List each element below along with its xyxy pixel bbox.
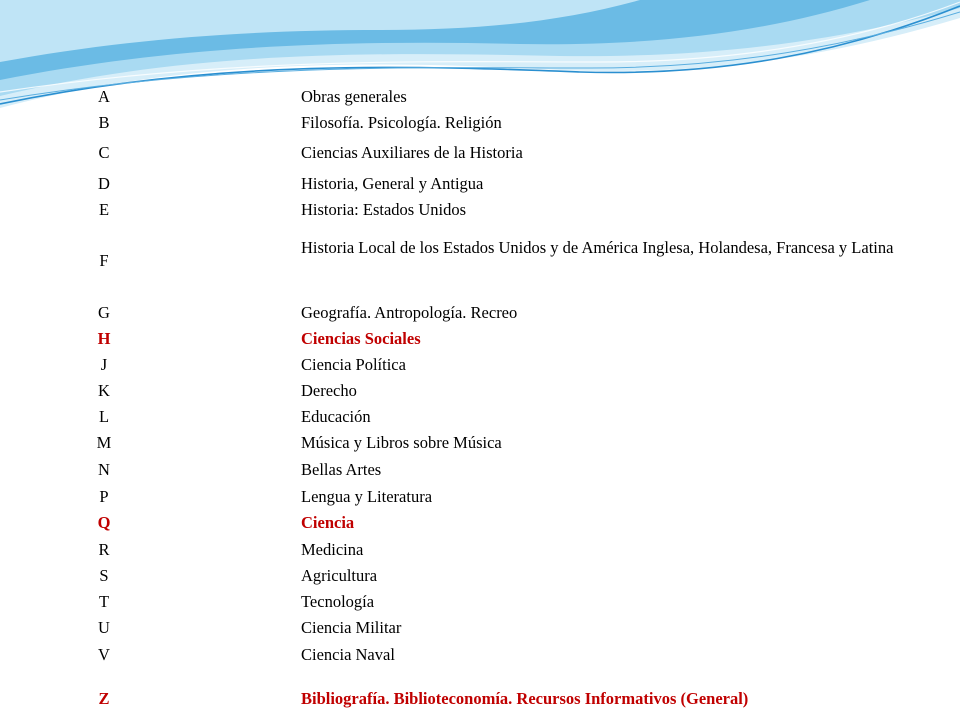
class-description: Derecho — [301, 381, 357, 400]
class-description: Ciencia Naval — [301, 645, 395, 664]
class-letter: P — [99, 487, 109, 506]
class-description: Filosofía. Psicología. Religión — [301, 113, 502, 132]
class-letter: A — [98, 87, 110, 106]
class-letter: T — [98, 592, 110, 611]
class-letter: U — [98, 618, 110, 637]
table-row — [0, 642, 960, 668]
table-row — [0, 235, 960, 287]
table-row — [0, 404, 960, 430]
table-row — [0, 378, 960, 404]
table-row — [0, 140, 960, 166]
class-letter: F — [99, 251, 109, 270]
class-letter: K — [98, 381, 110, 400]
class-description: Historia, General y Antigua — [301, 174, 484, 193]
table-row — [0, 484, 960, 510]
class-description: Tecnología — [301, 592, 375, 611]
class-description: Agricultura — [301, 566, 378, 585]
table-row — [0, 686, 960, 712]
class-description: Ciencia Política — [301, 355, 406, 374]
table-row — [0, 589, 960, 615]
table-row — [0, 110, 960, 136]
table-row — [0, 326, 960, 352]
class-letter: J — [100, 355, 108, 374]
table-row — [0, 563, 960, 589]
table-row — [0, 510, 960, 536]
class-description: Educación — [301, 407, 371, 426]
class-letter: D — [98, 174, 110, 193]
class-description: Ciencias Auxiliares de la Historia — [301, 143, 523, 162]
class-description: Historia: Estados Unidos — [301, 200, 466, 219]
class-description: Ciencias Sociales — [301, 329, 421, 348]
table-row — [0, 352, 960, 378]
class-letter: G — [98, 303, 110, 322]
class-letter: M — [96, 433, 112, 452]
table-row — [0, 457, 960, 483]
class-letter: S — [99, 566, 109, 585]
class-letter: V — [98, 645, 110, 664]
table-row — [0, 197, 960, 223]
class-description: Obras generales — [301, 87, 407, 106]
table-row — [0, 537, 960, 563]
class-letter: Q — [97, 513, 111, 532]
class-description: Bibliografía. Biblioteconomía. Recursos Informativos (General) — [301, 689, 749, 708]
class-description: Historia Local de los Estados Unidos y de América Inglesa, Holandesa, Francesa y Latina — [301, 238, 894, 257]
class-description: Medicina — [301, 540, 364, 559]
table-row — [0, 300, 960, 326]
class-letter: Z — [98, 689, 110, 708]
class-letter: H — [97, 329, 111, 348]
class-description: Ciencia Militar — [301, 618, 402, 637]
class-letter: N — [98, 460, 110, 479]
class-letter: L — [98, 407, 110, 426]
class-description: Lengua y Literatura — [301, 487, 433, 506]
class-letter: E — [98, 200, 110, 219]
table-row — [0, 84, 960, 110]
table-row — [0, 171, 960, 197]
class-letter: C — [98, 143, 110, 162]
class-description: Ciencia — [301, 513, 355, 532]
class-description: Bellas Artes — [301, 460, 382, 479]
class-description: Música y Libros sobre Música — [301, 433, 502, 452]
table-row — [0, 430, 960, 456]
class-letter: B — [98, 113, 110, 132]
table-row — [0, 615, 960, 641]
class-letter: R — [98, 540, 110, 559]
class-description: Geografía. Antropología. Recreo — [301, 303, 518, 322]
